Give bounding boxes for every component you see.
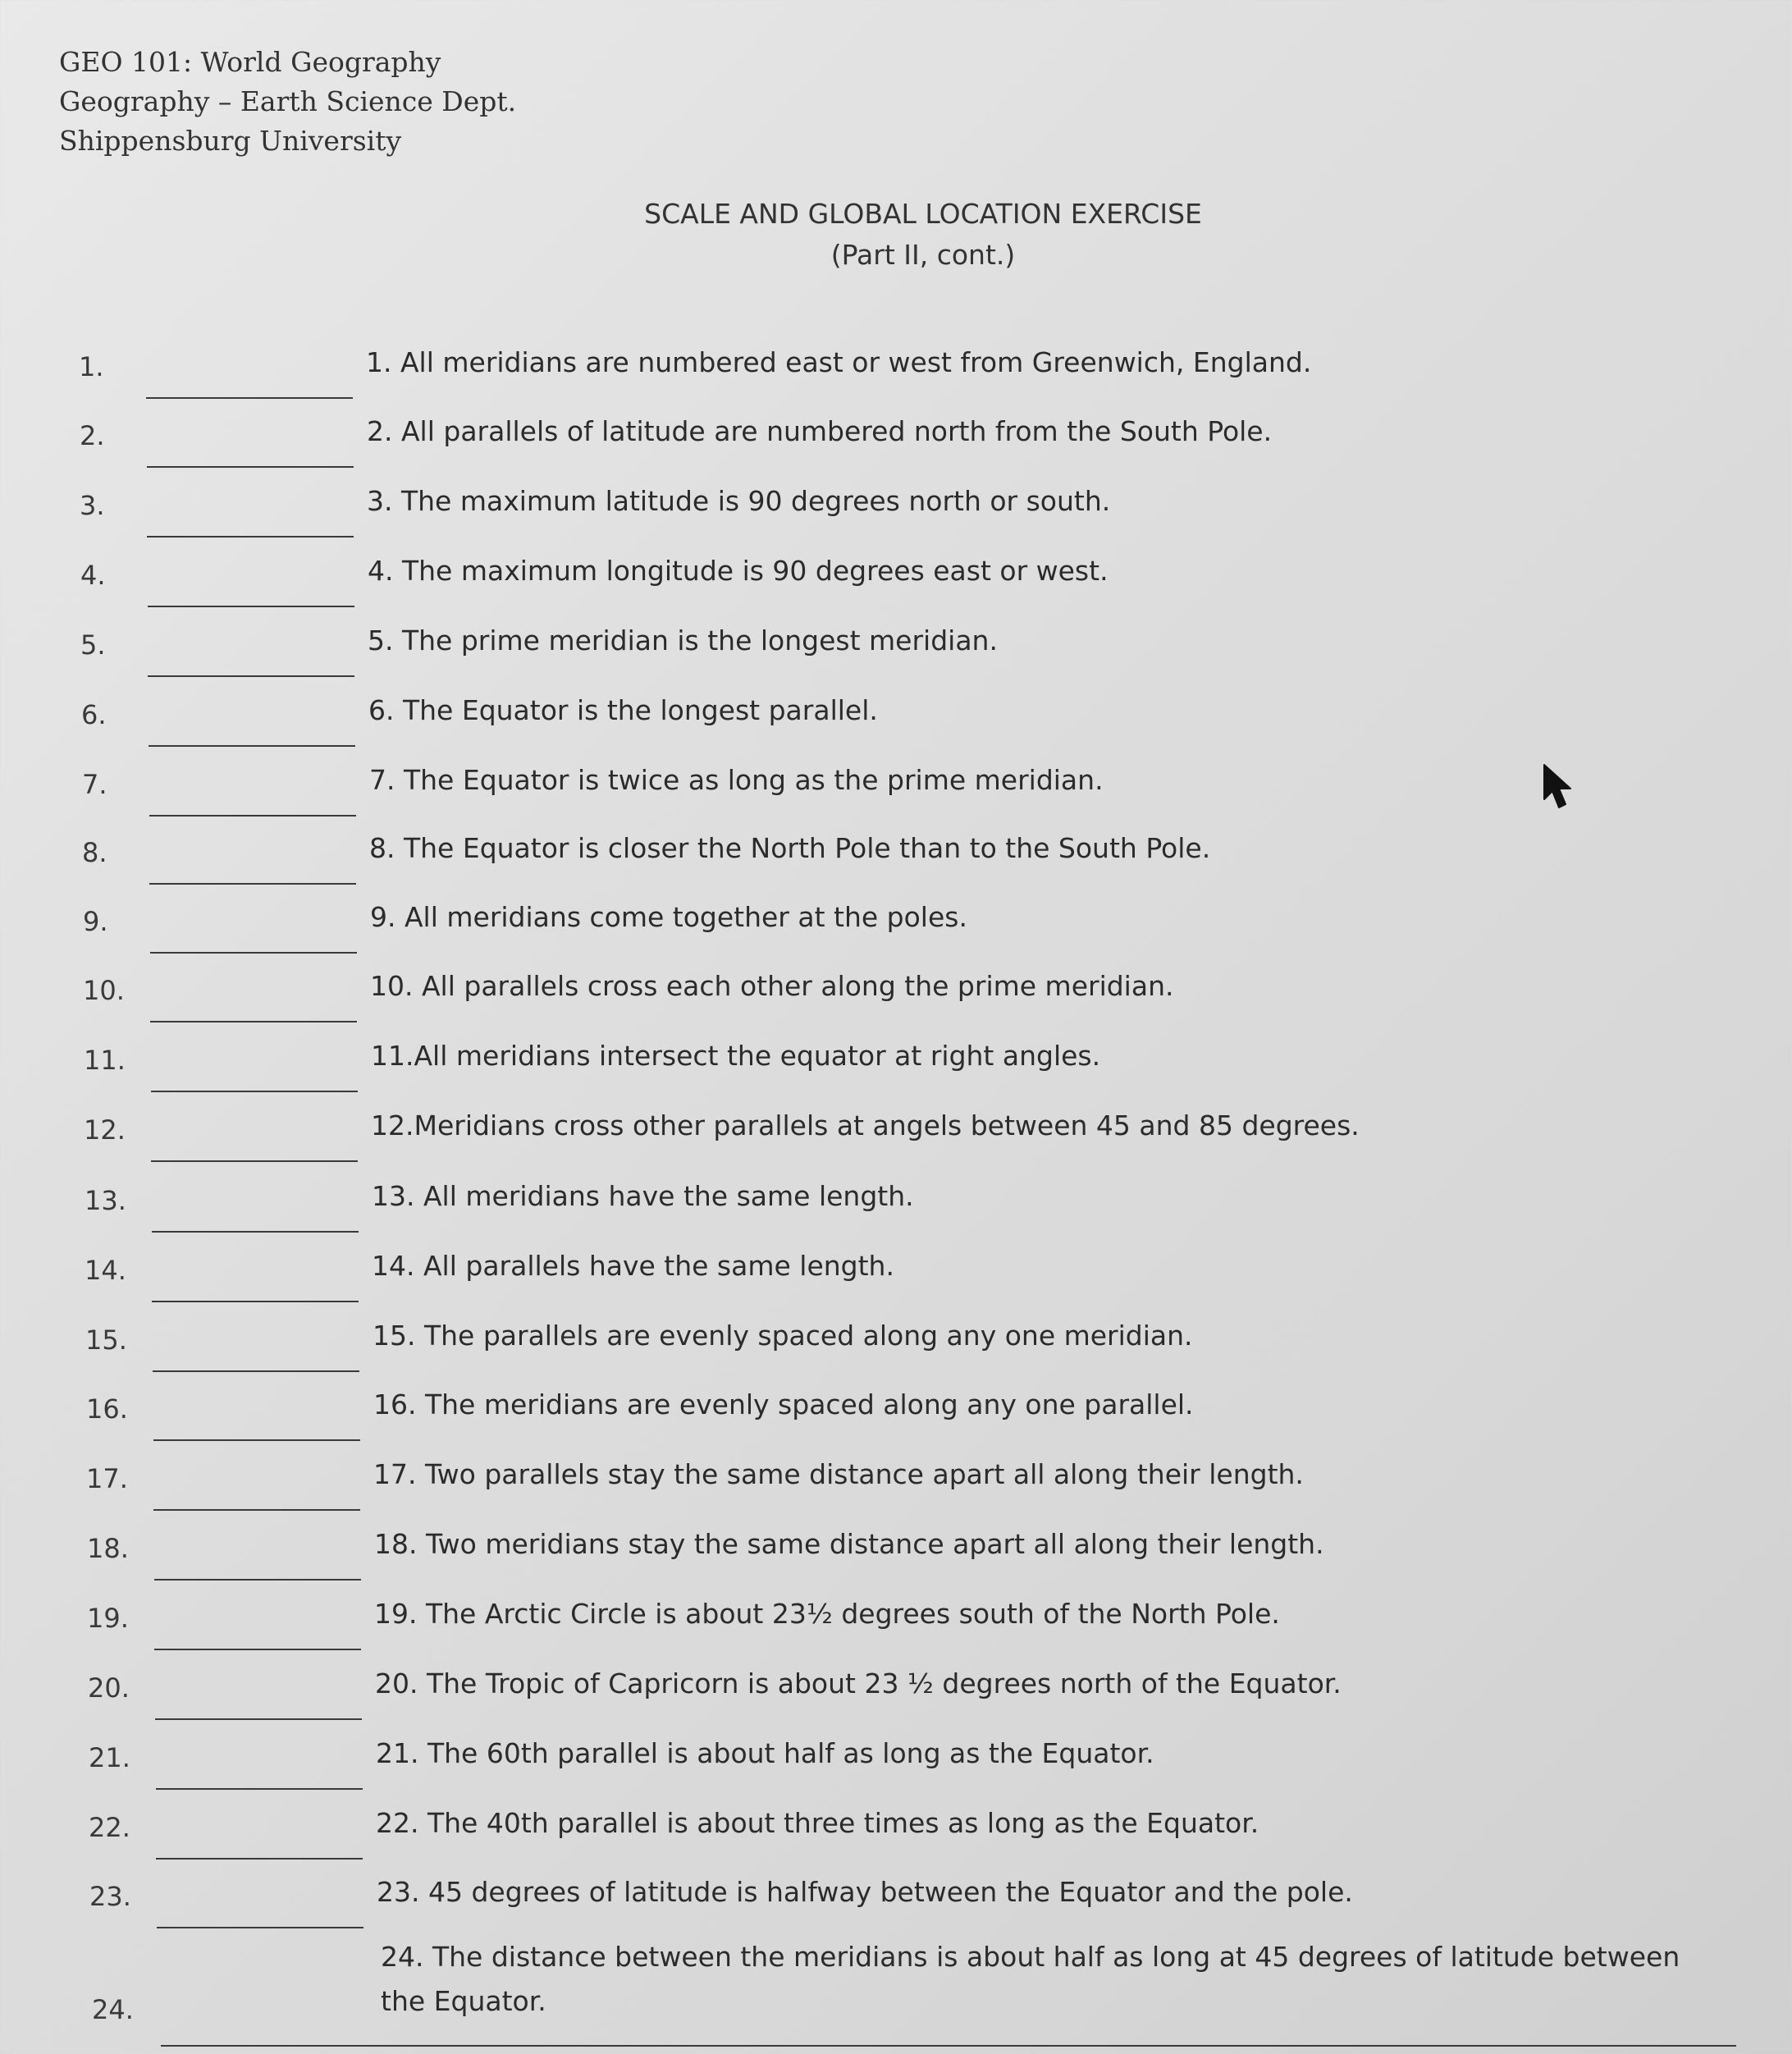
question-text: 11.All meridians intersect the equator at right angles. xyxy=(371,1040,1101,1072)
question-number: 1. xyxy=(79,351,104,382)
university-name: Shippensburg University xyxy=(59,125,402,157)
question-item xyxy=(0,485,1792,560)
question-item xyxy=(0,832,1792,908)
question-item xyxy=(0,346,1792,422)
question-item xyxy=(0,764,1792,839)
question-number: 12. xyxy=(84,1114,126,1146)
question-text: 10. All parallels cross each other along the prime meridian. xyxy=(370,970,1174,1002)
exercise-title: SCALE AND GLOBAL LOCATION EXERCISE xyxy=(644,198,1202,230)
exercise-title-block xyxy=(0,194,1792,276)
answer-blank[interactable] xyxy=(155,1718,362,1720)
question-text: 20. The Tropic of Capricorn is about 23 ½ degrees north of the Equator. xyxy=(375,1667,1342,1699)
question-item-24 xyxy=(0,1935,1792,2050)
exercise-subtitle: (Part II, cont.) xyxy=(830,239,1016,271)
question-text: 8. The Equator is closer the North Pole than to the South Pole. xyxy=(369,832,1211,864)
question-text: 24. The distance between the meridians is about half as long at 45 degrees of latitude between the Equator. xyxy=(381,1941,1680,2017)
question-number: 16. xyxy=(86,1393,128,1425)
answer-blank[interactable] xyxy=(153,1509,360,1511)
question-item xyxy=(0,694,1792,770)
question-number: 10. xyxy=(83,975,125,1006)
question-text: 12.Meridians cross other parallels at angels between 45 and 85 degrees. xyxy=(371,1109,1360,1141)
question-number: 5. xyxy=(80,629,106,661)
question-text: 6. The Equator is the longest parallel. xyxy=(368,694,878,726)
question-text: 23. 45 degrees of latitude is halfway between the Equator and the pole. xyxy=(377,1876,1353,1908)
question-text: 9. All meridians come together at the poles. xyxy=(370,901,967,933)
question-number: 18. xyxy=(87,1533,129,1564)
answer-blank[interactable] xyxy=(156,1858,363,1860)
question-item xyxy=(0,1458,1792,1534)
question-text: 13. All meridians have the same length. xyxy=(372,1180,914,1212)
question-text: 22. The 40th parallel is about three times as long as the Equator. xyxy=(376,1807,1259,1839)
question-text: 21. The 60th parallel is about half as long as the Equator. xyxy=(376,1737,1154,1769)
question-number: 3. xyxy=(80,490,105,521)
question-item xyxy=(0,1250,1792,1325)
question-number: 13. xyxy=(85,1185,126,1216)
answer-blank[interactable] xyxy=(149,815,356,817)
question-number: 8. xyxy=(82,837,107,868)
answer-blank[interactable] xyxy=(148,606,354,607)
question-number: 4. xyxy=(80,560,106,591)
question-item xyxy=(0,1528,1792,1603)
answer-blank[interactable] xyxy=(150,1021,357,1022)
answer-blank[interactable] xyxy=(154,1579,361,1581)
question-item xyxy=(0,1667,1792,1743)
question-item xyxy=(0,1109,1792,1185)
course-title: GEO 101: World Geography xyxy=(59,46,441,78)
question-number: 14. xyxy=(85,1255,126,1286)
question-text: 3. The maximum latitude is 90 degrees north or south. xyxy=(367,485,1111,517)
answer-blank[interactable] xyxy=(157,1927,363,1928)
answer-blank[interactable] xyxy=(148,675,354,677)
question-number: 21. xyxy=(89,1742,130,1773)
question-number: 9. xyxy=(83,906,108,937)
answer-blank[interactable] xyxy=(153,1370,359,1372)
question-item xyxy=(0,624,1792,700)
question-number: 24. xyxy=(92,1994,134,2025)
question-text: 19. The Arctic Circle is about 23½ degrees south of the North Pole. xyxy=(374,1598,1280,1630)
question-text: 4. The maximum longitude is 90 degrees east or west. xyxy=(368,555,1109,587)
question-number: 17. xyxy=(86,1463,128,1494)
question-text: 1. All meridians are numbered east or west from Greenwich, England. xyxy=(366,346,1312,378)
department-name: Geography – Earth Science Dept. xyxy=(59,85,517,117)
answer-blank[interactable] xyxy=(154,1649,361,1650)
answer-blank[interactable] xyxy=(147,536,354,538)
answer-blank[interactable] xyxy=(149,745,355,747)
question-text: 16. The meridians are evenly spaced along any one parallel. xyxy=(373,1388,1194,1420)
question-item xyxy=(0,555,1792,630)
question-item xyxy=(0,970,1792,1045)
question-number: 22. xyxy=(89,1812,130,1843)
question-number: 7. xyxy=(82,769,107,800)
question-item xyxy=(0,1388,1792,1464)
answer-blank[interactable] xyxy=(151,1160,358,1162)
question-item xyxy=(0,415,1792,491)
answer-blank[interactable] xyxy=(147,466,354,468)
question-number: 20. xyxy=(88,1672,130,1704)
mouse-pointer-icon xyxy=(1543,763,1575,812)
question-number: 19. xyxy=(87,1603,129,1634)
course-header xyxy=(59,43,516,161)
question-number: 15. xyxy=(85,1324,127,1356)
answer-blank[interactable] xyxy=(153,1439,360,1441)
question-text: 14. All parallels have the same length. xyxy=(372,1250,894,1282)
question-item xyxy=(0,1807,1792,1882)
question-item xyxy=(0,1598,1792,1673)
question-text: 18. Two meridians stay the same distance apart all along their length. xyxy=(374,1528,1324,1560)
question-item xyxy=(0,901,1792,977)
answer-blank[interactable] xyxy=(150,952,357,954)
question-text: 17. Two parallels stay the same distance apart all along their length. xyxy=(373,1458,1304,1490)
question-text: 5. The prime meridian is the longest meridian. xyxy=(368,624,998,656)
question-number: 6. xyxy=(81,699,107,730)
question-text: 2. All parallels of latitude are numbered north from the South Pole. xyxy=(367,415,1273,447)
question-item xyxy=(0,1320,1792,1395)
question-item xyxy=(0,1737,1792,1813)
answer-blank[interactable] xyxy=(151,1091,358,1092)
question-text: 7. The Equator is twice as long as the prime meridian. xyxy=(369,764,1104,796)
question-item xyxy=(0,1040,1792,1115)
answer-blank[interactable] xyxy=(156,1788,363,1790)
question-text: 15. The parallels are evenly spaced along any one meridian. xyxy=(373,1320,1193,1352)
answer-blank[interactable] xyxy=(152,1301,359,1302)
question-item xyxy=(0,1180,1792,1256)
answer-blank[interactable] xyxy=(146,397,353,399)
answer-blank[interactable] xyxy=(161,2045,1736,2047)
answer-blank[interactable] xyxy=(149,883,356,885)
question-number: 11. xyxy=(84,1045,126,1076)
answer-blank[interactable] xyxy=(152,1231,359,1233)
question-number: 2. xyxy=(80,420,105,451)
question-number: 23. xyxy=(89,1881,131,1912)
